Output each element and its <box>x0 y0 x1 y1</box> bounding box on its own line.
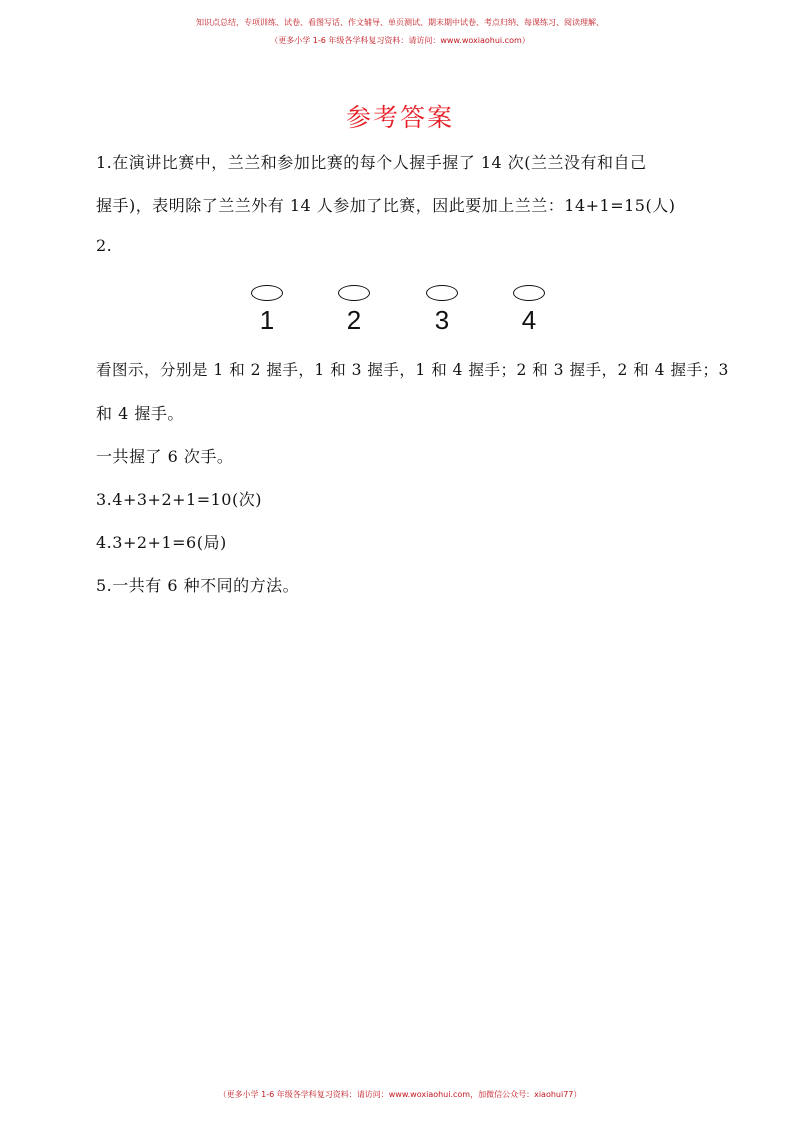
figure-label: 1 <box>259 305 275 335</box>
figure-label: 3 <box>434 305 450 335</box>
answer-2-line-2: 和 4 握手。 <box>96 404 184 423</box>
figure-person-3 <box>422 285 462 333</box>
figure-person-2 <box>334 285 374 333</box>
figure-person-1 <box>247 285 287 333</box>
answer-2-line-1: 看图示，分别是 1 和 2 握手，1 和 3 握手，1 和 4 握手；2 和 3 握手，2 和 4 握手；3 <box>96 361 729 379</box>
answer-1-line-2: 握手)，表明除了兰兰外有 14 人参加了比赛，因此要加上兰兰：14+1=15(人) <box>96 196 676 215</box>
header-line-1: 知识点总结，专项训练、试卷、看图写话、作文辅导、单页测试、期末期中试卷、考点归纳、每课练习、阅读理解、 <box>196 18 604 27</box>
answer-2-line-3: 一共握了 6 次手。 <box>96 447 234 466</box>
oval-shape <box>513 285 545 301</box>
figure-label: 4 <box>521 305 537 335</box>
header-line-2: （更多小学 1-6 年级各学科复习资料：请访问：www.woxiaohui.com） <box>270 36 530 45</box>
answer-5: 5.一共有 6 种不同的方法。 <box>96 576 300 595</box>
footer: （更多小学 1-6 年级各学科复习资料：请访问：www.woxiaohui.com，加微信公众号：xiaohui77） <box>218 1090 582 1099</box>
page-title: 参考答案 <box>345 103 454 132</box>
oval-shape <box>338 285 370 301</box>
answer-2-label: 2. <box>96 236 113 255</box>
oval-shape <box>251 285 283 301</box>
figure-label: 2 <box>346 305 362 335</box>
figure-person-4 <box>509 285 549 333</box>
answer-1-line-1: 1.在演讲比赛中，兰兰和参加比赛的每个人握手握了 14 次(兰兰没有和自己 <box>96 153 647 172</box>
answer-3: 3.4+3+2+1=10(次) <box>96 490 262 509</box>
oval-shape <box>426 285 458 301</box>
answer-4: 4.3+2+1=6(局) <box>96 533 227 552</box>
